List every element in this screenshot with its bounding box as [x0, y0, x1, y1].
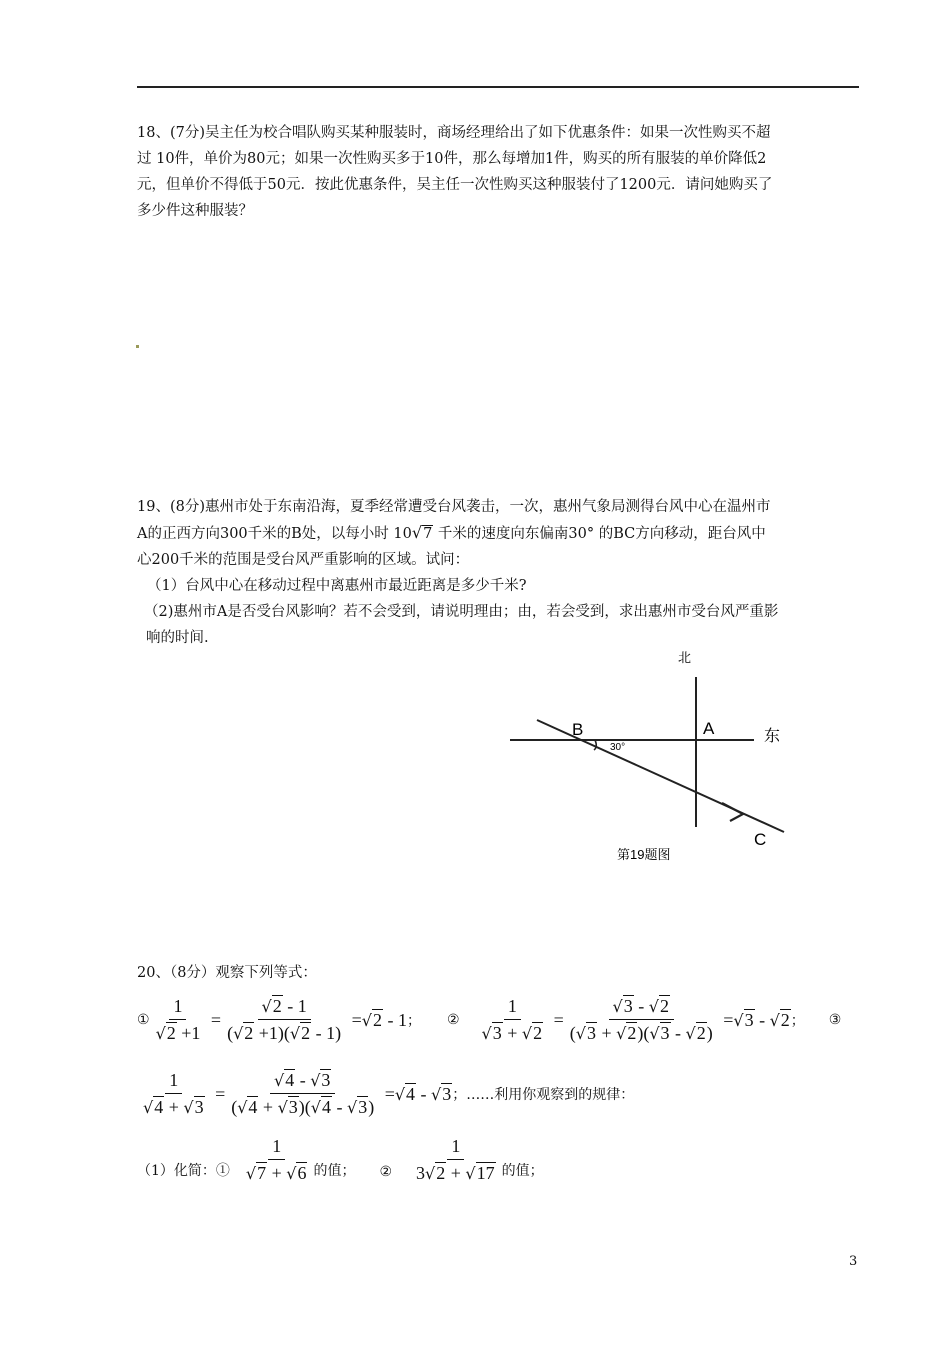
top-rule — [137, 86, 859, 88]
marker-3: ③ — [828, 1012, 842, 1028]
page-number: 3 — [849, 1254, 858, 1269]
north-label: 北 — [678, 650, 692, 665]
fraction: $\frac{1}{√7 + √6}$ — [245, 1136, 307, 1183]
fraction: $\frac{1}{3√2 + √17}$ — [416, 1136, 495, 1183]
q19-line3: 心200千米的范围是受台风严重影响的区域。试问： — [137, 552, 470, 568]
figure-caption: 第19题图 — [617, 847, 671, 862]
point-a-label: A — [703, 719, 715, 738]
question-19 — [137, 494, 862, 651]
sqrt-expression: √7 — [411, 523, 433, 542]
q19-sub2: （2)惠州市A是否受台风影响？若不会受到，请说明理由；由，若会受到，求出惠州市受台风严重影 — [144, 604, 779, 620]
marker-2: ② — [446, 1012, 460, 1028]
point-c-label: C — [754, 830, 767, 849]
stray-mark — [136, 345, 139, 348]
east-label: 东 — [764, 728, 781, 745]
fraction: $\frac{1}{√2 +1}$ — [155, 996, 201, 1043]
fraction: $\frac{√2 - 1}{(√2 +1)(√2 - 1)}$ — [227, 996, 342, 1043]
q19-line2: A的正西方向300千米的B处，以每小时 10√7 千米的速度向东偏南30° 的BC方向移动，距台风中 — [137, 520, 862, 547]
arrow-head — [722, 803, 743, 821]
fraction: $\frac{√3 - √2}{(√3 + √2)(√3 - √2)}$ — [569, 996, 713, 1043]
q19-line1: 19、(8分)惠州市处于东南沿海，夏季经常遭受台风袭击，一次，惠州气象局测得台风中心在温州市 — [137, 499, 771, 515]
question-20-title: 20、（8分）观察下列等式： — [137, 965, 317, 981]
point-b-label: B — [572, 720, 584, 739]
part-1-label: （1）化简：① — [137, 1163, 230, 1179]
marker-1: ① — [137, 1012, 150, 1028]
equation-row-1: ① $\frac{1}{√2 +1}$ = $\frac{√2 - 1}{(√2 +1)(√2 - 1)}$ =√2 - 1 ； ② $\frac{1}{√3 + √2}$ = $\frac{√3 - √2}{(√3 + √2)(√3 - √2)}$ =√3 - √2 ； ③ — [137, 996, 842, 1043]
question-18 — [137, 120, 862, 224]
q19-sub1: （1）台风中心在移动过程中离惠州市最近距离是多少千米? — [147, 578, 527, 594]
equation-row-2: $\frac{1}{√4 + √3}$ = $\frac{√4 - √3}{(√4 + √3)(√4 - √3)}$ =√4 - √3 ； ……利用你观察到的规律： — [137, 1070, 634, 1118]
q18-line: 多少件这种服装？ — [137, 203, 253, 219]
marker-2: ② — [379, 1164, 393, 1180]
q19-sub2-cont: 响的时间. — [146, 630, 209, 646]
figure-19 — [490, 640, 810, 870]
fraction: $\frac{√4 - √3}{(√4 + √3)(√4 - √3)}$ — [231, 1070, 375, 1117]
fraction: $\frac{1}{√3 + √2}$ — [481, 996, 543, 1043]
fraction: $\frac{1}{√4 + √3}$ — [143, 1070, 204, 1117]
angle-label: 30° — [610, 742, 626, 753]
q18-line: 18、(7分)吴主任为校合唱队购买某种服装时，商场经理给出了如下优惠条件：如果一次性购买不超 — [137, 125, 771, 141]
q18-line: 过 10件，单价为80元；如果一次性购买多于10件，那么每增加1件，购买的所有服装的单价降低2 — [137, 151, 767, 167]
equation-tail: ……利用你观察到的规律： — [466, 1087, 635, 1103]
q18-line: 元，但单价不得低于50元．按此优惠条件，吴主任一次性购买这种服装付了1200元．请问她购买了 — [137, 177, 773, 193]
part-1: （1）化简：① $\frac{1}{√7 + √6}$ 的值； ② $\frac{1}{3√2 + √17}$ 的值； — [137, 1136, 544, 1183]
